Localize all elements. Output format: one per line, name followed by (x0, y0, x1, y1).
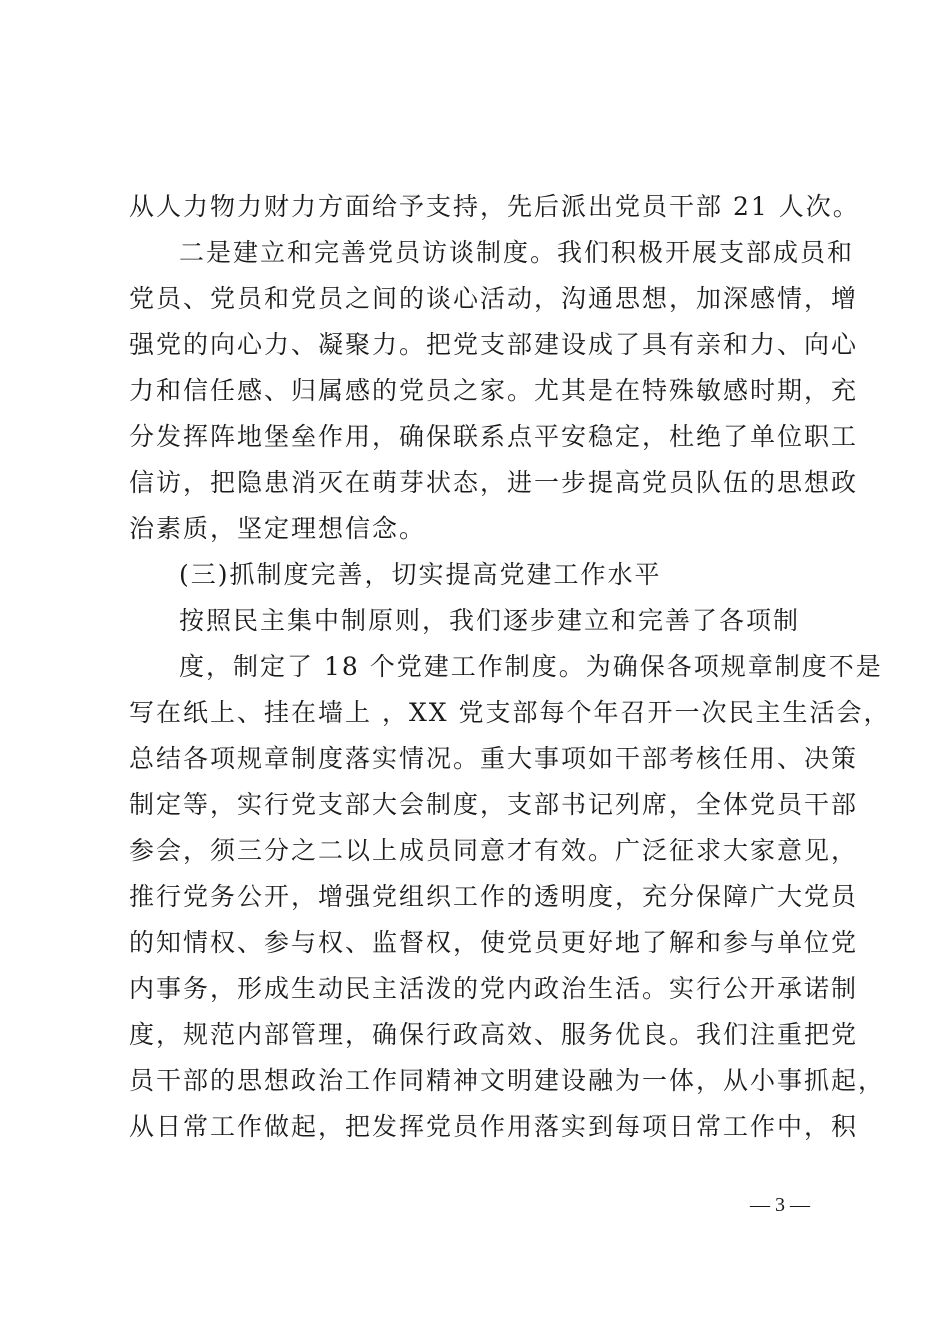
text-line-6: 分发挥阵地堡垒作用，确保联系点平安稳定，杜绝了单位职工 (129, 422, 859, 451)
text-line-21: 从日常工作做起，把发挥党员作用落实到每项日常工作中，积 (129, 1112, 859, 1141)
text-line-20: 员干部的思想政治工作同精神文明建设融为一体，从小事抓起， (129, 1066, 886, 1095)
text-line-7: 信访，把隐患消灭在萌芽状态，进一步提高党员队伍的思想政 (129, 468, 859, 497)
section-heading: (三)抓制度完善，切实提高党建工作水平 (179, 560, 662, 589)
text-line-19: 度，规范内部管理，确保行政高效、服务优良。我们注重把党 (129, 1020, 859, 1049)
text-line-1: 从人力物力财力方面给予支持，先后派出党员干部 21 人次。 (129, 192, 860, 221)
text-line-18: 内事务，形成生动民主活泼的党内政治生活。实行公开承诺制 (129, 974, 859, 1003)
text-line-13: 总结各项规章制度落实情况。重大事项如干部考核任用、决策 (129, 744, 859, 773)
page-number: — 3 — (750, 1194, 810, 1216)
text-line-17: 的知情权、参与权、监督权，使党员更好地了解和参与单位党 (129, 928, 859, 957)
text-line-4: 强党的向心力、凝聚力。把党支部建设成了具有亲和力、向心 (129, 330, 859, 359)
text-line-15: 参会，须三分之二以上成员同意才有效。广泛征求大家意见， (129, 836, 859, 865)
text-line-2: 二是建立和完善党员访谈制度。我们积极开展支部成员和 (179, 238, 855, 267)
text-line-8: 治素质，坚定理想信念。 (129, 514, 427, 543)
text-line-16: 推行党务公开，增强党组织工作的透明度，充分保障广大党员 (129, 882, 859, 911)
text-line-11: 度，制定了 18 个党建工作制度。为确保各项规章制度不是 (179, 652, 883, 681)
text-line-12: 写在纸上、挂在墙上 ，XX 党支部每个年召开一次民主生活会， (129, 698, 891, 727)
text-line-5: 力和信任感、归属感的党员之家。尤其是在特殊敏感时期，充 (129, 376, 859, 405)
text-line-14: 制定等，实行党支部大会制度，支部书记列席，全体党员干部 (129, 790, 859, 819)
text-line-10: 按照民主集中制原则，我们逐步建立和完善了各项制 (179, 606, 801, 635)
text-line-3: 党员、党员和党员之间的谈心活动，沟通思想，加深感情，增 (129, 284, 859, 313)
